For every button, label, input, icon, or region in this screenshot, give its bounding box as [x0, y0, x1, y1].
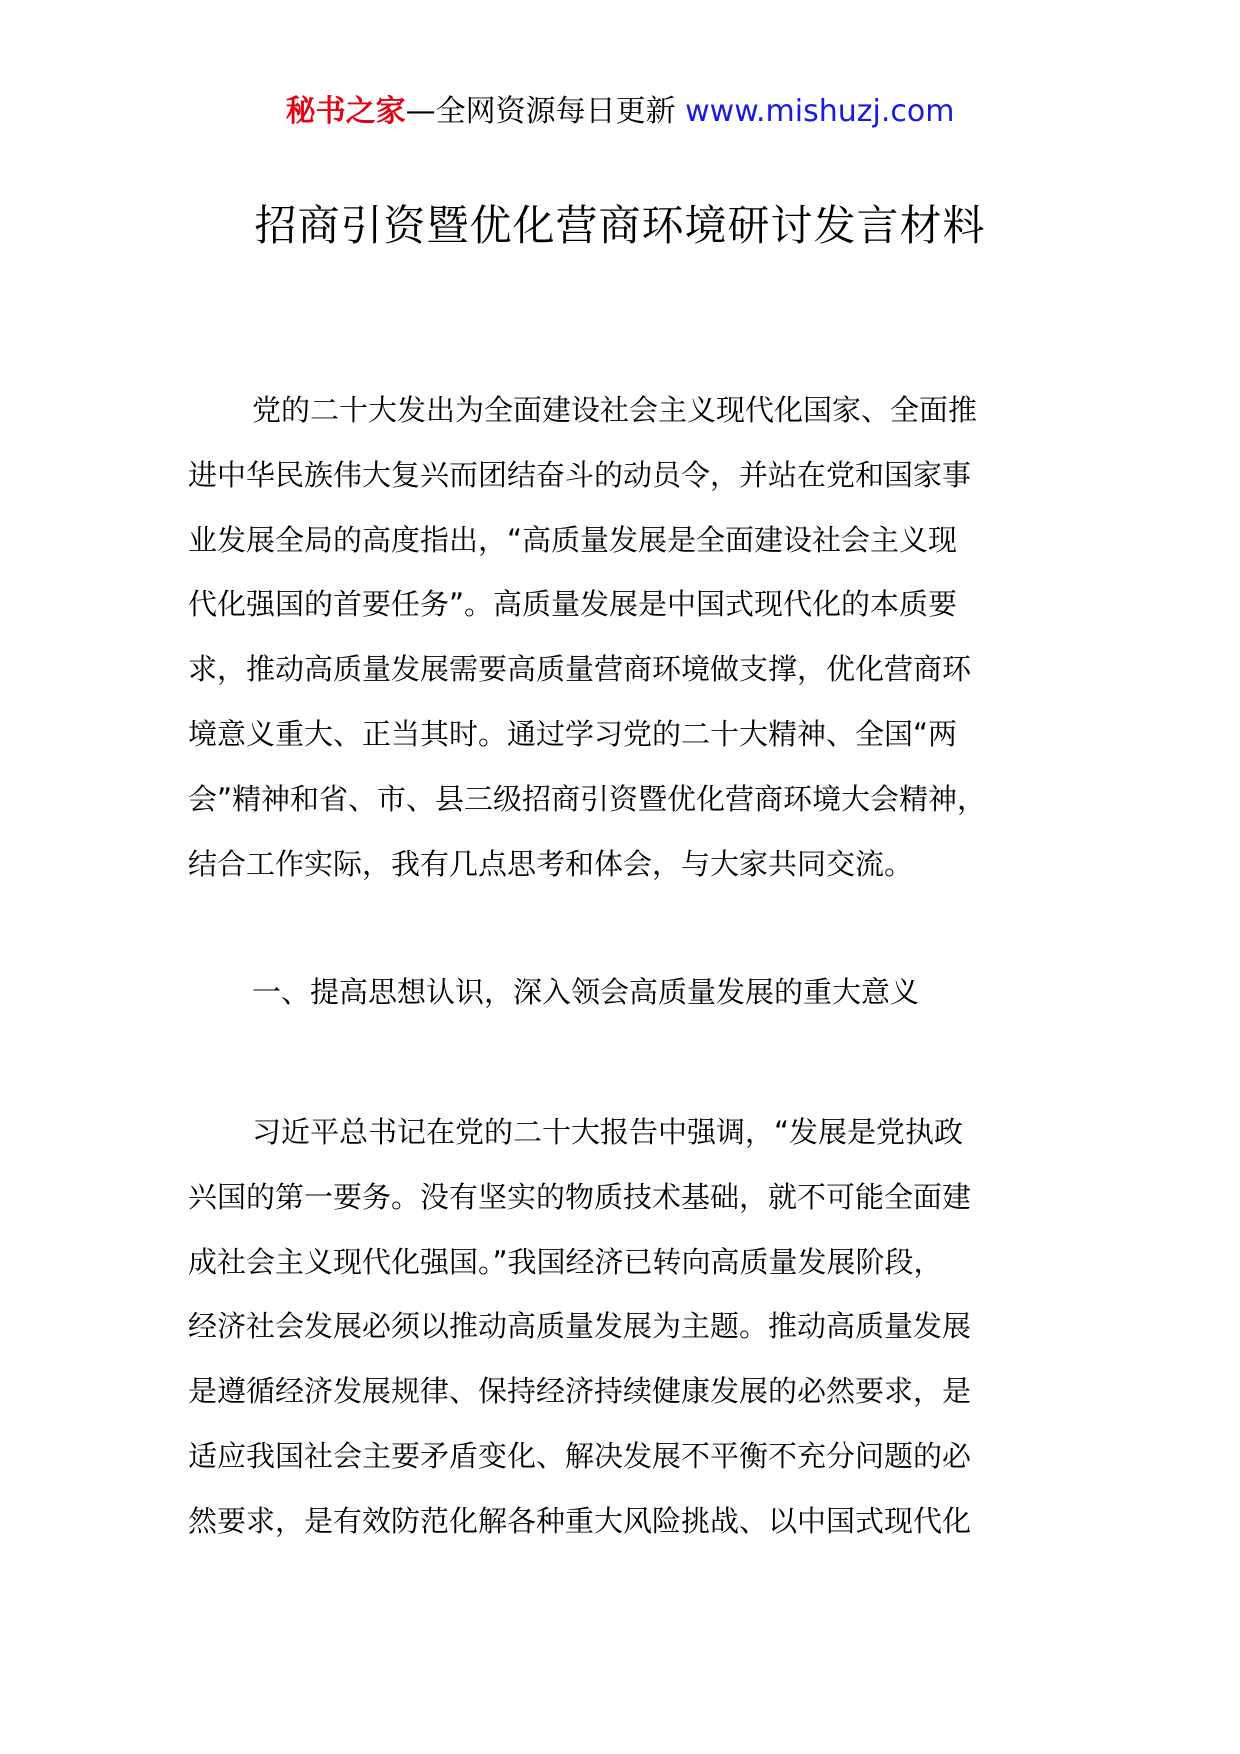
brand-name: 秘书之家 [285, 94, 406, 129]
paragraph-line: 习近平总书记在党的二十大报告中强调，“发展是党执政 [252, 1115, 964, 1149]
paragraph-line: 结合工作实际，我有几点思考和体会，与大家共同交流。 [188, 846, 914, 881]
site-url-link[interactable]: www.mishuzj.com [685, 94, 955, 129]
page-header [0, 92, 1240, 132]
section-heading-text: 一、提高思想认识，深入领会高质量发展的重大意义 [252, 975, 920, 1009]
paragraph-line: 成社会主义现代化强国。”我国经济已转向高质量发展阶段， [188, 1244, 943, 1279]
document-title: 招商引资暨优化营商环境研讨发言材料 [254, 201, 986, 250]
paragraph-line: 适应我国社会主要矛盾变化、解决发展不平衡不充分问题的必 [188, 1438, 972, 1473]
paragraph-line: 境意义重大、正当其时。通过学习党的二十大精神、全国“两 [188, 716, 958, 751]
paragraph-line: 党的二十大发出为全面建设社会主义现代化国家、全面推 [252, 393, 978, 427]
paragraph-section1 [188, 1100, 1056, 1554]
paragraph-line: 会”精神和省、市、县三级招商引资暨优化营商环境大会精神， [188, 781, 987, 816]
paragraph-line: 经济社会发展必须以推动高质量发展为主题。推动高质量发展 [188, 1309, 972, 1344]
paragraph-line: 代化强国的首要任务”。高质量发展是中国式现代化的本质要 [188, 587, 958, 622]
paragraph-line: 是遵循经济发展规律、保持经济持续健康发展的必然要求，是 [188, 1374, 972, 1409]
paragraph-line: 兴国的第一要务。没有坚实的物质技术基础，就不可能全面建 [188, 1179, 972, 1214]
header-tagline: —全网资源每日更新 [405, 94, 676, 129]
section-heading [188, 960, 1056, 1025]
paragraph-line: 进中华民族伟大复兴而团结奋斗的动员令，并站在党和国家事 [188, 457, 972, 492]
paragraph-intro [188, 378, 1056, 896]
paragraph-line: 求，推动高质量发展需要高质量营商环境做支撑，优化营商环 [188, 652, 972, 687]
paragraph-line: 业发展全局的高度指出，“高质量发展是全面建设社会主义现 [188, 522, 958, 557]
paragraph-line: 然要求，是有效防范化解各种重大风险挑战、以中国式现代化 [188, 1503, 972, 1538]
